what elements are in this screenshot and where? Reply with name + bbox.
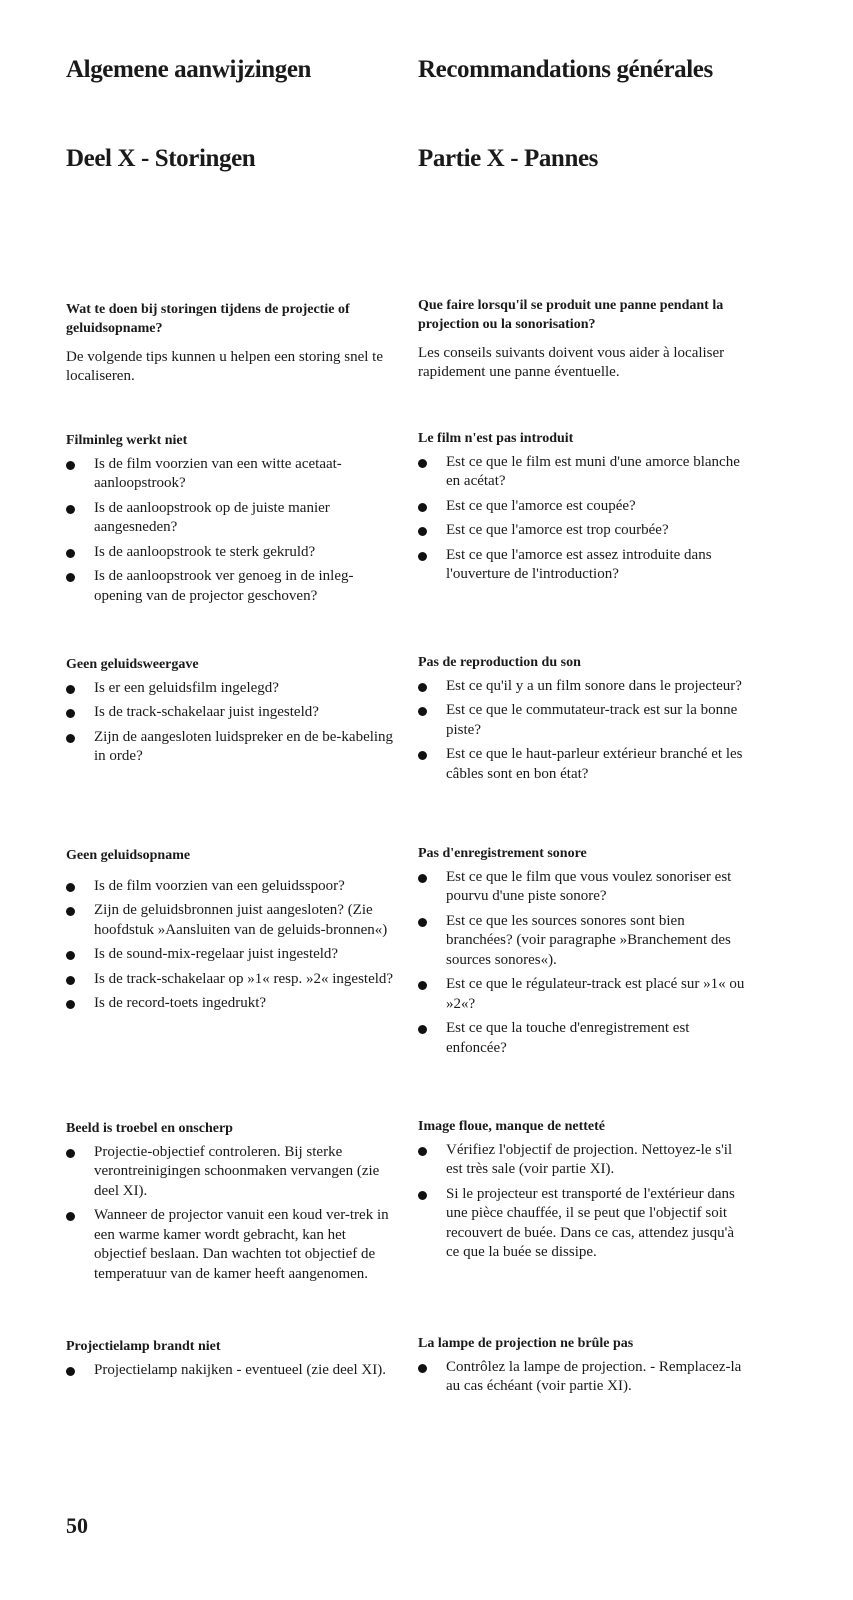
- list-item: Est ce que l'amorce est assez introduite dans l'ouverture de l'introduction?: [418, 546, 748, 585]
- list-item: Est ce que le commutateur-track est sur la bonne piste?: [418, 701, 748, 740]
- section-nl: [66, 848, 396, 1019]
- page-title-nl: Algemene aanwijzingen: [66, 56, 312, 83]
- list-item: Is er een geluidsfilm ingelegd?: [66, 679, 396, 699]
- list-item: Est ce que l'amorce est coupée?: [418, 497, 748, 517]
- intro-heading-nl: Wat te doen bij storingen tijdens de projectie of geluidsopname?: [66, 302, 350, 337]
- list-item: Is de aanloopstrook te sterk gekruld?: [66, 543, 396, 563]
- list-item: Si le projecteur est transporté de l'extérieur dans une pièce chauffée, il se peut que l'objectif soit recouvert de buée. Dans ce cas, attendez jusqu'à ce que la buée se dissipe.: [418, 1185, 748, 1263]
- section-heading-nl: Geen geluidsopname: [66, 848, 191, 863]
- list-item: Is de sound-mix-regelaar juist ingesteld?: [66, 945, 396, 965]
- section-fr: [418, 1336, 748, 1402]
- list-item: Is de track-schakelaar op »1« resp. »2« ingesteld?: [66, 970, 396, 990]
- list-item: Est ce qu'il y a un film sonore dans le projecteur?: [418, 677, 748, 697]
- intro-text-fr: Les conseils suivants doivent vous aider à localiser rapidement une panne éventuelle.: [418, 344, 725, 381]
- list-item: Is de aanloopstrook ver genoeg in de inleg-opening van de projector geschoven?: [66, 567, 396, 606]
- list-item: Est ce que le film est muni d'une amorce blanche en acétat?: [418, 453, 748, 492]
- list-item: Est ce que la touche d'enregistrement est enfoncée?: [418, 1019, 748, 1058]
- list-item: Is de aanloopstrook op de juiste manier aangesneden?: [66, 499, 396, 538]
- section-heading-fr: Le film n'est pas introduit: [418, 431, 574, 446]
- section-heading-nl: Beeld is troebel en onscherp: [66, 1121, 233, 1136]
- list-item: Is de track-schakelaar juist ingesteld?: [66, 703, 396, 723]
- list-item: Est ce que le régulateur-track est placé sur »1« ou »2«?: [418, 975, 748, 1014]
- list-item: Vérifiez l'objectif de projection. Nettoyez-le s'il est très sale (voir partie XI).: [418, 1141, 748, 1180]
- page-subtitle-nl: Deel X - Storingen: [66, 145, 256, 172]
- list-item: Is de film voorzien van een geluidsspoor?: [66, 877, 396, 897]
- section-fr: [418, 1119, 748, 1268]
- list-item: Is de film voorzien van een witte acetaat-aanloopstrook?: [66, 455, 396, 494]
- list-item: Contrôlez la lampe de projection. - Remplacez-la au cas échéant (voir partie XI).: [418, 1358, 748, 1397]
- section-fr: [418, 655, 748, 789]
- list-item: Zijn de geluidsbronnen juist aangesloten? (Zie hoofdstuk »Aansluiten van de geluids-bronnen«): [66, 901, 396, 940]
- section-nl: [66, 433, 396, 611]
- list-item: Projectielamp nakijken - eventueel (zie deel XI).: [66, 1361, 396, 1381]
- section-heading-nl: Projectielamp brandt niet: [66, 1339, 221, 1354]
- list-item: Is de record-toets ingedrukt?: [66, 994, 396, 1014]
- section-heading-fr: Pas d'enregistrement sonore: [418, 846, 587, 861]
- intro-nl: [66, 300, 396, 387]
- page-subtitle-fr: Partie X - Pannes: [418, 145, 598, 172]
- section-fr: [418, 431, 748, 590]
- list-item: Zijn de aangesloten luidspreker en de be-kabeling in orde?: [66, 728, 396, 767]
- list-item: Projectie-objectief controleren. Bij sterke verontreinigingen schoonmaken vervangen (zie deel XI).: [66, 1143, 396, 1202]
- list-item: Est ce que l'amorce est trop courbée?: [418, 521, 748, 541]
- list-item: Est ce que le film que vous voulez sonoriser est pourvu d'une piste sonore?: [418, 868, 748, 907]
- section-heading-fr: La lampe de projection ne brûle pas: [418, 1336, 634, 1351]
- section-nl: [66, 657, 396, 772]
- list-item: Wanneer de projector vanuit een koud ver-trek in een warme kamer wordt gebracht, kan het objectief beslaan. Dan wachten tot objectief de temperatuur van de kamer heeft aangenomen.: [66, 1206, 396, 1284]
- section-heading-fr: Pas de reproduction du son: [418, 655, 581, 670]
- intro-fr: [418, 296, 748, 383]
- list-item: Est ce que les sources sonores sont bien branchées? (voir paragraphe »Branchement des sources sonores«).: [418, 912, 748, 971]
- section-nl: [66, 1339, 396, 1385]
- section-heading-nl: Filminleg werkt niet: [66, 433, 188, 448]
- list-item: Est ce que le haut-parleur extérieur branché et les câbles sont en bon état?: [418, 745, 748, 784]
- intro-text-nl: De volgende tips kunnen u helpen een storing snel te localiseren.: [66, 348, 384, 385]
- page-number: 50: [66, 1513, 88, 1538]
- section-fr: [418, 846, 748, 1063]
- section-heading-nl: Geen geluidsweergave: [66, 657, 199, 672]
- section-nl: [66, 1121, 396, 1289]
- page-title-fr: Recommandations générales: [418, 56, 713, 83]
- intro-heading-fr: Que faire lorsqu'il se produit une panne pendant la projection ou la sonorisation?: [418, 298, 724, 333]
- section-heading-fr: Image floue, manque de netteté: [418, 1119, 606, 1134]
